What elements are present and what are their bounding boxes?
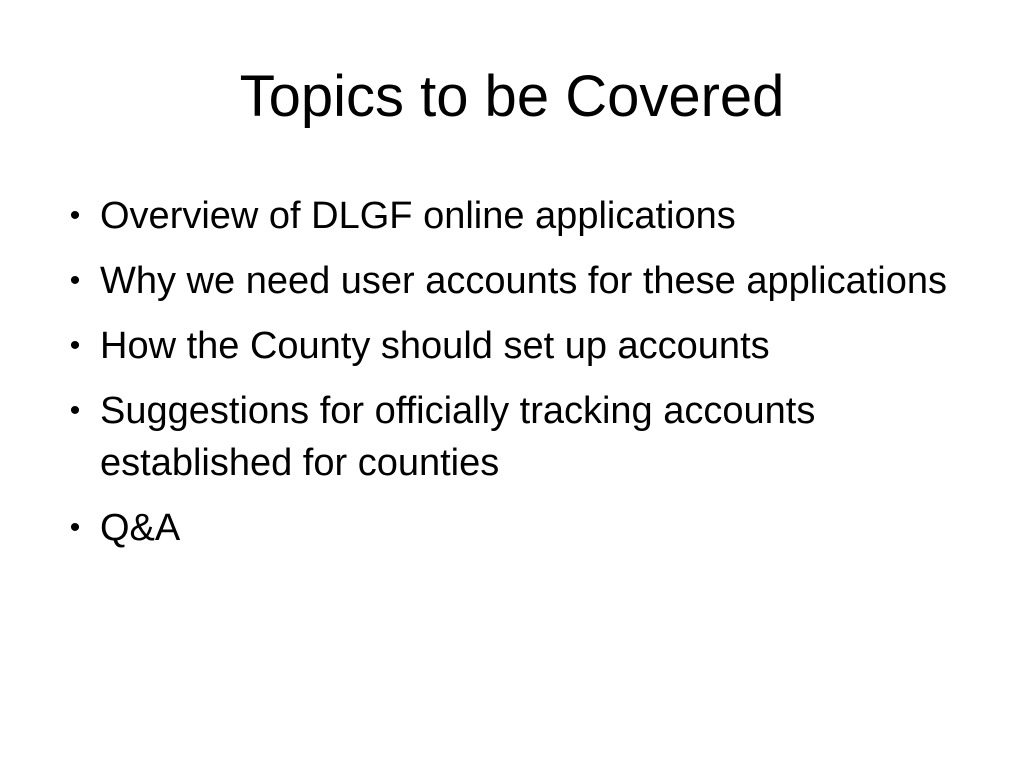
- bullet-text: Suggestions for officially tracking accounts established for counties: [100, 390, 816, 484]
- bullet-text: Why we need user accounts for these applications: [100, 260, 948, 302]
- bullet-text: How the County should set up accounts: [100, 325, 770, 367]
- bullet-icon: •: [69, 394, 81, 427]
- bullet-icon: •: [69, 264, 81, 297]
- bullet-text: Q&A: [100, 507, 181, 549]
- bullet-list: [60, 190, 980, 567]
- bullet-item-overview: [60, 190, 980, 242]
- bullet-item-tracking-suggestions: [60, 385, 980, 489]
- bullet-item-county-setup: [60, 320, 980, 372]
- bullet-icon: •: [69, 511, 81, 544]
- bullet-item-user-accounts: [60, 255, 980, 307]
- bullet-icon: •: [69, 329, 81, 362]
- bullet-icon: •: [69, 199, 81, 232]
- slide-title: Topics to be Covered: [239, 64, 785, 129]
- bullet-text: Overview of DLGF online applications: [100, 195, 736, 237]
- bullet-item-qa: [60, 502, 980, 554]
